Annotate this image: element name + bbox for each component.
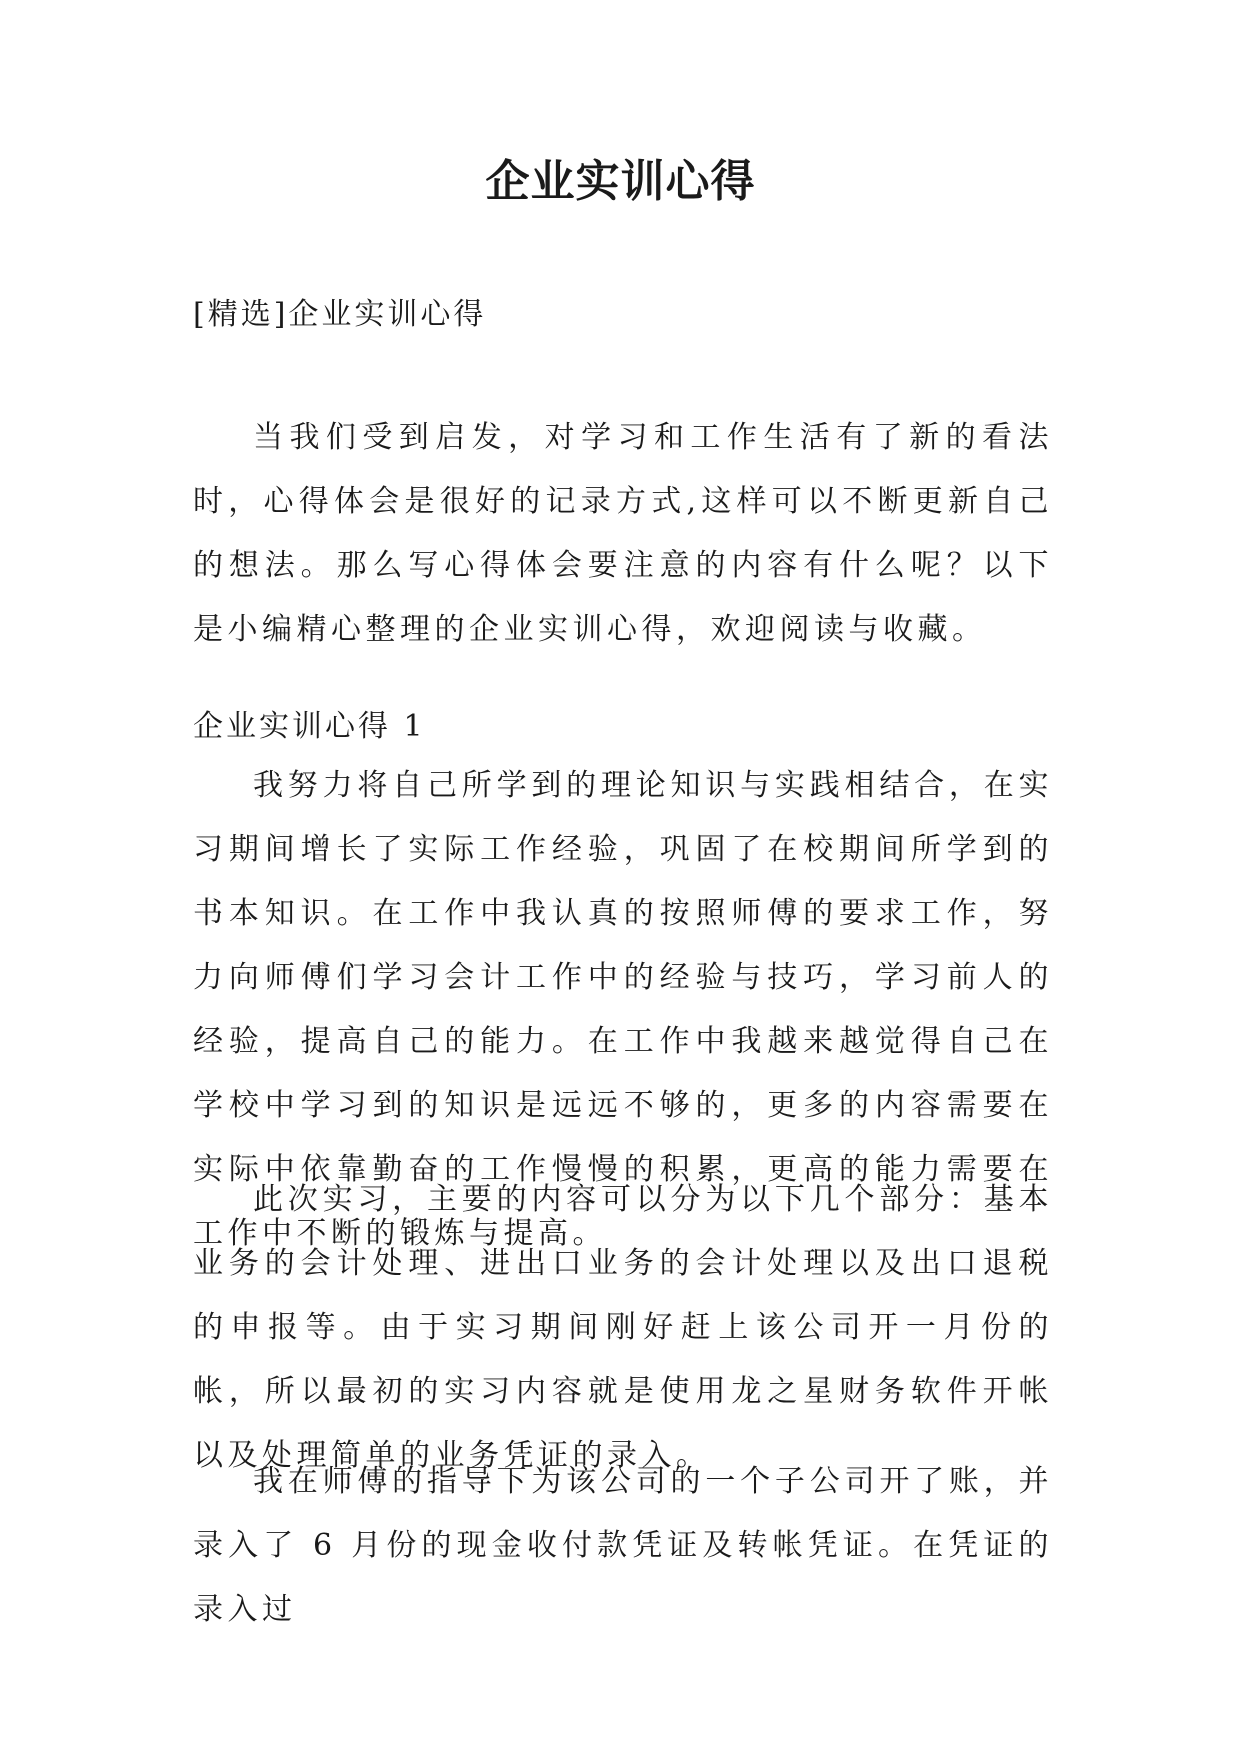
body-paragraph: 我努力将自己所学到的理论知识与实践相结合，在实习期间增长了实际工作经验，巩固了在校期间所学到的书本知识。在工作中我认真的按照师傅的要求工作，努力向师傅们学习会计工作中的经验与技巧，学习前人的经验，提高自己的能力。在工作中我越来越觉得自己在学校中学习到的知识是远远不够的，更多的内容需要在实际中依靠勤奋的工作慢慢的积累，更高的能力需要在工作中不断的锻炼与提高。 [193,768,1053,1251]
document-title: 企业实训心得 [485,156,756,207]
document-subtitle: [精选]企业实训心得 [193,297,487,332]
intro-paragraph: 当我们受到启发，对学习和工作生活有了新的看法时，心得体会是很好的记录方式,这样可以不断更新自己的想法。那么写心得体会要注意的内容有什么呢？以下是小编精心整理的企业实训心得，欢迎阅读与收藏。 [193,420,1053,647]
body-paragraph: 此次实习，主要的内容可以分为以下几个部分：基本业务的会计处理、进出口业务的会计处理以及出口退税的申报等。由于实习期间刚好赶上该公司开一月份的帐，所以最初的实习内容就是使用龙之星财务软件开帐以及处理简单的业务凭证的录入。 [193,1182,1053,1473]
section-heading: 企业实训心得 1 [193,709,426,744]
body-paragraph: 我在师傅的指导下为该公司的一个子公司开了账，并录入了 6 月份的现金收付款凭证及转帐凭证。在凭证的录入过 [193,1464,1053,1627]
